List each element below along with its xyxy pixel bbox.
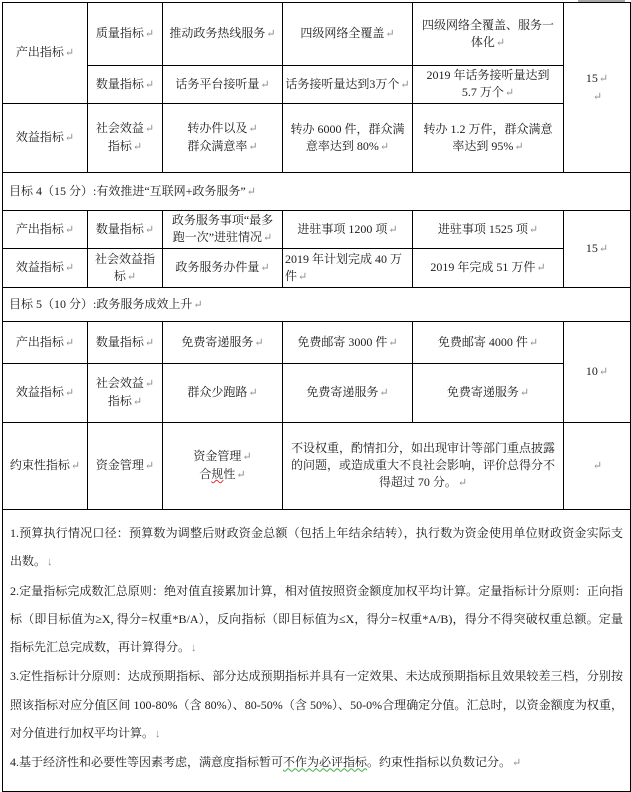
indicator-type-cell <box>88 104 163 173</box>
paragraph-mark-icon: ↵ <box>64 132 75 144</box>
note-paragraph <box>10 662 623 748</box>
text-run: 四级网络全覆盖、服务一 <box>421 17 554 32</box>
goal-band-row <box>3 288 631 322</box>
paragraph-mark-icon: ↵ <box>385 28 395 40</box>
text-run: 10 <box>585 364 598 378</box>
actual-value-cell <box>413 3 564 66</box>
goal-band-label <box>3 173 631 211</box>
paragraph-mark-icon: ↵ <box>260 262 270 274</box>
table-row <box>3 423 631 510</box>
text-run: 指标 <box>107 394 132 408</box>
text-run: 15 <box>585 70 598 85</box>
text-run: 得超过 70 分。 <box>378 475 457 489</box>
actual-value-cell <box>413 66 564 104</box>
text-run: 数量指标 <box>95 334 144 349</box>
paragraph-mark-icon: ↵ <box>379 387 389 399</box>
indicator-category-cell <box>3 211 88 249</box>
score-cell <box>564 322 631 423</box>
text-run: 的问题，或造成重大不良社会影响，评价总得分不 <box>290 458 555 472</box>
text-run: 免费邮寄 4000 件 <box>437 334 528 349</box>
text-run: 转办 1.2 万件，群众满意 <box>423 121 553 136</box>
text-run: 产出指标 <box>15 45 64 59</box>
paragraph-mark-icon: ↵ <box>144 28 155 40</box>
paragraph-mark-icon: ↵ <box>495 36 506 49</box>
indicator-name-cell <box>163 3 283 66</box>
text-run: 社会效益 <box>95 121 144 135</box>
target-value-cell <box>283 364 413 423</box>
indicator-name-cell <box>163 66 283 104</box>
table-row <box>3 3 631 66</box>
table-row <box>3 364 631 423</box>
paragraph-mark-icon: ↵ <box>598 72 609 85</box>
indicator-type-cell <box>88 3 163 66</box>
text-run: 群众满意率 <box>187 139 248 153</box>
text-run: 合 <box>199 467 212 481</box>
table-body <box>3 3 631 792</box>
paragraph-mark-icon: ↵ <box>144 460 155 472</box>
indicator-category-cell <box>3 249 88 288</box>
paragraph-mark-icon: ↵ <box>379 140 390 153</box>
paragraph-mark-icon: ↵ <box>254 336 264 349</box>
indicator-category-cell <box>3 423 88 510</box>
text-run: 群众少跑路 <box>187 385 248 399</box>
text-run: 15 <box>585 241 598 255</box>
indicator-type-cell <box>88 364 163 423</box>
text-run: 率达到 95% <box>452 138 514 153</box>
paragraph-mark-icon: ↵ <box>528 336 539 349</box>
paragraph-mark-icon: ↵ <box>126 270 137 283</box>
text-run: 数量指标 <box>95 221 144 236</box>
text-run: 目标 4（15 分）:有效推进“互联网+政务服务” <box>9 183 246 198</box>
paragraph-mark-icon: ↵ <box>263 232 273 244</box>
target-value-cell <box>283 249 413 288</box>
table-row <box>3 66 631 104</box>
text-run: 话务接听量达到3万个 <box>285 76 400 91</box>
note-paragraph <box>10 577 623 663</box>
text-run: 效益指标 <box>15 130 64 144</box>
indicator-category-cell <box>3 364 88 423</box>
paragraph-mark-icon: ↵ <box>514 140 524 153</box>
text-run: 推动政务热线服务 <box>169 26 266 40</box>
indicator-name-cell <box>163 423 283 510</box>
text-run: 质量指标 <box>95 26 144 40</box>
text-run: 转办件以及 <box>187 121 248 135</box>
paragraph-mark-icon: ↓ <box>155 728 161 741</box>
paragraph-mark-icon: ↵ <box>598 366 609 378</box>
goal-band-label <box>3 288 631 322</box>
text-run: 进驻事项 1525 项 <box>437 221 528 236</box>
text-run: 件 <box>285 268 298 283</box>
score-cell <box>564 3 631 173</box>
text-run: 话务平台接听量 <box>175 76 260 91</box>
paragraph-mark-icon: ↓ <box>47 556 53 569</box>
target-value-cell <box>283 211 413 249</box>
table-row <box>3 249 631 288</box>
indicator-type-cell <box>88 423 163 510</box>
indicator-type-cell <box>88 211 163 249</box>
performance-indicator-table <box>2 2 631 792</box>
text-run: 5.7 万个 <box>461 85 504 99</box>
text-run: 转办 6000 件，群众满 <box>290 121 405 136</box>
text-run: 。约束性指标以负数记分。 <box>367 755 512 770</box>
paragraph-mark-icon: ↵ <box>592 90 603 103</box>
text-run: 规 <box>211 467 224 481</box>
text-run: 免费邮寄 3000 件 <box>297 334 388 349</box>
actual-value-cell <box>413 249 564 288</box>
paragraph-mark-icon: ↓ <box>191 642 197 655</box>
paragraph-mark-icon: ↵ <box>400 78 410 91</box>
score-cell <box>564 423 631 510</box>
paragraph-mark-icon: ↵ <box>144 378 155 390</box>
paragraph-mark-icon: ↵ <box>536 262 546 274</box>
text-run: 目标 5（10 分）:政务服务成效上升 <box>9 296 193 311</box>
paragraph-mark-icon: ↵ <box>132 141 143 153</box>
text-run: 2.定量指标完成数汇总原则：绝对值直接累加计算，相对值按照资金额度加权平均计算。定量指标计分原则：正向指标（即目标值为≥X, 得分=权重*B/A），反向指标（即目标值为≤X，得分=权重*A/B)，得分不得突破权重总额。定量指标先汇总完成数，再计算得分。 <box>10 583 623 655</box>
target-value-cell <box>283 3 413 66</box>
text-run: 进驻事项 1200 项 <box>297 221 388 236</box>
indicator-name-cell <box>163 211 283 249</box>
paragraph-mark-icon: ↵ <box>598 243 609 255</box>
paragraph-mark-icon: ↵ <box>236 469 246 481</box>
paragraph-mark-icon: ↵ <box>528 223 539 236</box>
text-run: 政务服务办件量 <box>175 260 260 274</box>
text-run: 标 <box>113 268 126 283</box>
paragraph-mark-icon: ↵ <box>64 262 75 274</box>
paragraph-mark-icon: ↵ <box>248 141 258 153</box>
paragraph-mark-icon: ↵ <box>70 460 81 472</box>
indicator-type-cell <box>88 66 163 104</box>
paragraph-mark-icon: ↵ <box>248 387 258 399</box>
paragraph-mark-icon: ↵ <box>64 336 75 349</box>
text-run: 资金管理 <box>95 458 144 472</box>
paragraph-mark-icon: ↵ <box>592 460 603 472</box>
indicator-name-cell <box>163 104 283 173</box>
text-run: 社会效益指 <box>94 251 155 266</box>
text-run: 免费寄递服务 <box>181 334 254 349</box>
paragraph-mark-icon: ↵ <box>193 298 203 311</box>
paragraph-mark-icon: ↵ <box>388 336 398 349</box>
text-run: 效益指标 <box>15 260 64 274</box>
table-row <box>3 104 631 173</box>
note-paragraph <box>10 748 623 777</box>
text-run: 政务服务事项“最多 <box>171 213 274 227</box>
text-run: 产出指标 <box>15 221 64 236</box>
text-run: 资金管理 <box>193 449 242 463</box>
text-run: 免费寄递服务 <box>306 385 379 399</box>
paragraph-mark-icon: ↵ <box>64 47 75 59</box>
paragraph-mark-icon: ↵ <box>246 185 256 198</box>
indicator-category-cell <box>3 322 88 364</box>
text-run: 意率达到 80% <box>305 138 379 153</box>
text-run: 跑一次”进驻情况 <box>172 230 263 244</box>
paragraph-mark-icon: ↵ <box>144 223 155 236</box>
indicator-category-cell <box>3 3 88 104</box>
indicator-name-cell <box>163 364 283 423</box>
actual-value-cell <box>413 104 564 173</box>
paragraph-mark-icon: ↵ <box>132 396 143 408</box>
paragraph-mark-icon: ↵ <box>144 336 155 349</box>
paragraph-mark-icon: ↵ <box>512 757 522 770</box>
text-run: 性 <box>223 467 236 481</box>
text-run: 四级网络全覆盖 <box>300 26 385 40</box>
text-run: 4.基于经济性和必要性等因素考虑，满意度指标暂可 <box>10 755 284 770</box>
text-run: 社会效益 <box>95 376 144 390</box>
paragraph-mark-icon: ↵ <box>64 223 75 236</box>
score-cell <box>564 211 631 288</box>
text-run: 约束性指标 <box>9 458 70 472</box>
goal-band-row <box>3 173 631 211</box>
indicator-name-cell <box>163 249 283 288</box>
paragraph-mark-icon: ↵ <box>298 270 308 283</box>
actual-value-cell <box>413 364 564 423</box>
text-run: 2019 年计划完成 40 万 <box>285 251 403 266</box>
text-run: 不设权重，酌情扣分，如出现审计等部门重点披露 <box>290 441 555 455</box>
table-row <box>3 322 631 364</box>
actual-value-cell <box>413 211 564 249</box>
paragraph-mark-icon: ↵ <box>519 387 530 399</box>
text-run: 2019 年话务接听量达到 <box>426 68 550 82</box>
text-run: 数量指标 <box>95 76 144 91</box>
text-run: 2019 年完成 51 万件 <box>430 260 536 274</box>
text-run: 3.定性指标计分原则：达成预期指标、部分达成预期指标并具有一定效果、未达成预期指标且效果较差三档，分别按照该指标对应分值区间 100-80%（含 80%）、80-50%（含 50%）、50-0%合理确定分值。汇总时，以资金额度为权重，对分值进行加权平均计算。 <box>10 669 623 741</box>
text-run: 免费寄递服务 <box>446 385 519 399</box>
indicator-type-cell <box>88 249 163 288</box>
paragraph-mark-icon: ↵ <box>144 123 155 135</box>
text-run: 产出指标 <box>15 334 64 349</box>
text-run: 体化 <box>470 34 495 49</box>
notes-cell <box>3 510 631 792</box>
indicator-name-cell <box>163 322 283 364</box>
actual-value-cell <box>413 322 564 364</box>
note-paragraph <box>10 519 623 577</box>
paragraph-mark-icon: ↵ <box>64 387 75 399</box>
paragraph-mark-icon: ↵ <box>504 87 515 99</box>
text-run: 不作为必评指标 <box>283 755 368 770</box>
indicator-type-cell <box>88 322 163 364</box>
paragraph-mark-icon: ↵ <box>266 28 276 40</box>
paragraph-mark-icon: ↵ <box>242 451 252 463</box>
target-value-cell <box>283 104 413 173</box>
notes-row <box>3 510 631 792</box>
paragraph-mark-icon: ↵ <box>260 78 270 91</box>
target-value-cell <box>283 66 413 104</box>
paragraph-mark-icon: ↵ <box>144 78 155 91</box>
paragraph-mark-icon: ↵ <box>388 223 398 236</box>
text-run: 1.预算执行情况口径：预算数为调整后财政资金总额（包括上年结余结转），执行数为资金使用单位财政资金实际支出数。 <box>10 526 623 569</box>
table-row <box>3 211 631 249</box>
target-value-cell <box>283 322 413 364</box>
paragraph-mark-icon: ↵ <box>457 477 468 489</box>
constraint-description-cell <box>283 423 564 510</box>
text-run: 效益指标 <box>15 385 64 399</box>
text-run: 指标 <box>107 139 132 153</box>
paragraph-mark-icon: ↵ <box>248 123 258 135</box>
indicator-category-cell <box>3 104 88 173</box>
